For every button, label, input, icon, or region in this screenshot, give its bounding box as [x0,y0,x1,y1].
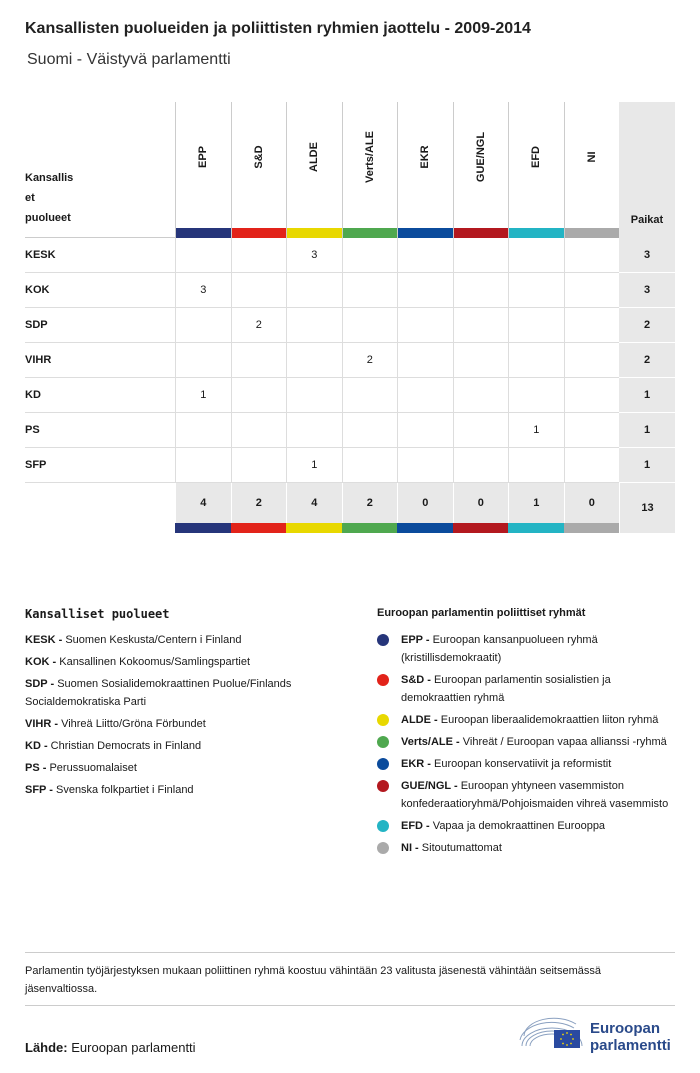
national-party-legend [25,607,345,803]
group-color-bar [453,523,509,533]
group-color-bar [454,228,509,238]
group-color-dot-icon [377,758,389,770]
table-row [25,413,675,448]
group-code: GUE/NGL [474,131,487,183]
logo-line: parlamentti [590,1037,671,1054]
total-seats: 13 [619,483,675,533]
seat-cell [564,238,620,273]
seat-cell: 2 [231,308,287,343]
seat-cell [397,238,453,273]
seat-cell [564,448,620,483]
group-color-bar [508,523,564,533]
party-code: PS [25,424,40,436]
party-name: Suomen Sosialidemokraattinen Puolue/Finlands Socialdemokratiska Parti [25,678,292,708]
seat-cell [397,343,453,378]
group-color-dot-icon [377,674,389,686]
seat-cell [508,238,564,273]
group-code: EKR - [401,758,431,770]
row-header-line: Kansallis [25,172,74,184]
group-total-cell: 2 [342,483,398,523]
seat-cell [175,448,231,483]
seat-cell [342,273,398,308]
footnote: Parlamentin työjärjestyksen mukaan poliittinen ryhmä koostuu vähintään 23 valitusta jäsenestä vähintään seitsemässä jäsenvaltiossa. [25,965,601,995]
seat-cell [508,343,564,378]
seat-cell [508,448,564,483]
group-legend-item [377,777,677,813]
group-total-cell: 4 [286,483,342,523]
national-legend-item [25,675,345,711]
group-code: NI [585,151,598,163]
table-row [25,238,675,273]
party-seat-total: 3 [619,273,675,308]
row-header-line: et [25,192,35,204]
source-label: Lähde: [25,1040,68,1055]
seat-cell [564,378,620,413]
party-name: Perussuomalaiset [49,762,137,774]
seat-cell [231,448,287,483]
seat-cell [453,413,509,448]
national-legend-item [25,737,345,755]
logo-line: Euroopan [590,1020,660,1037]
divider [25,952,675,953]
seat-cell [564,343,620,378]
group-color-bar [343,228,398,238]
seat-cell [286,413,342,448]
group-color-bar [232,228,287,238]
group-legend-item [377,631,677,667]
seat-cell [508,308,564,343]
party-seat-total: 2 [619,308,675,343]
party-name: Suomen Keskusta/Centern i Finland [65,634,242,646]
seat-cell: 2 [342,343,398,378]
seat-cell [397,413,453,448]
seat-cell [453,448,509,483]
party-code: KESK [25,249,56,261]
group-name: Euroopan liberaalidemokraattien liiton ryhmä [440,714,659,726]
group-name: Euroopan konservatiivit ja reformistit [434,758,612,770]
seat-cell [564,273,620,308]
table-row [25,343,675,378]
seats-column-header [619,102,675,238]
party-seat-total: 1 [619,448,675,483]
seat-cell [453,343,509,378]
group-color-bar [176,228,231,238]
party-code: KD - [25,740,48,752]
group-name: Euroopan kansanpuolueen ryhmä (kristillisdemokraatit) [401,634,598,664]
group-color-dot-icon [377,780,389,792]
seat-cell [231,378,287,413]
group-color-dot-icon [377,634,389,646]
group-column-header [342,102,398,238]
seat-cell [231,413,287,448]
group-legend-item [377,733,677,751]
seat-cell [231,273,287,308]
seat-cell [231,238,287,273]
seat-cell [231,343,287,378]
row-header-label [25,168,85,228]
group-code: EPP - [401,634,430,646]
group-legend-item [377,839,677,857]
seat-cell [508,273,564,308]
seats-header-label: Paikat [630,214,664,226]
national-legend-heading: Kansalliset puolueet [25,607,170,621]
party-code: VIHR - [25,718,58,730]
row-header-line: puolueet [25,212,71,224]
group-legend-item [377,817,677,835]
seat-cell [508,378,564,413]
group-color-bar [565,228,620,238]
group-legend-item [377,755,677,773]
seat-cell: 1 [286,448,342,483]
party-code: SDP [25,319,48,331]
group-column-header [397,102,453,238]
seat-cell [286,308,342,343]
party-code: SFP - [25,784,53,796]
group-code: EFD - [401,820,430,832]
group-color-bar [509,228,564,238]
table-row [25,448,675,483]
group-color-dot-icon [377,736,389,748]
seat-cell [397,273,453,308]
group-color-bar [397,523,453,533]
group-code: EPP [197,146,210,169]
group-legend [377,607,677,861]
group-column-header [286,102,342,238]
source-value: Euroopan parlamentti [71,1040,196,1055]
group-column-header [231,102,287,238]
seat-cell: 1 [508,413,564,448]
party-name: Christian Democrats in Finland [50,740,202,752]
party-code: PS - [25,762,47,774]
party-code: KD [25,389,41,401]
group-code: EFD [530,146,543,168]
national-legend-item [25,759,345,777]
group-color-dot-icon [377,842,389,854]
national-legend-item [25,653,345,671]
group-color-bar [175,523,231,533]
group-code: ALDE [308,142,321,172]
national-legend-item [25,781,345,799]
group-legend-heading: Euroopan parlamentin poliittiset ryhmät [377,607,586,619]
seat-cell [286,378,342,413]
seat-cell [342,378,398,413]
party-seat-total: 3 [619,238,675,273]
page-title: Kansallisten puolueiden ja poliittisten ryhmien jaottelu - 2009-2014 [25,20,531,37]
seat-cell [397,378,453,413]
seat-cell [453,273,509,308]
party-code: KOK [25,284,50,296]
group-name: Sitoutumattomat [421,842,502,854]
group-total-cell: 0 [453,483,509,523]
group-column-header [175,102,231,238]
group-total-cell: 0 [564,483,620,523]
table-row [25,273,675,308]
seat-cell [342,238,398,273]
seat-cell [564,308,620,343]
seat-cell [175,413,231,448]
group-total-cell: 2 [231,483,287,523]
group-name: Euroopan yhtyneen vasemmiston konfederaatioryhmä/Pohjoismaiden vihreä vasemmisto [401,780,669,810]
seat-cell [342,308,398,343]
table-row [25,378,675,413]
group-column-header [453,102,509,238]
seat-cell: 3 [175,273,231,308]
group-name: Euroopan parlamentin sosialistien ja demokraattien ryhmä [401,674,611,704]
seat-cell: 1 [175,378,231,413]
party-code: KOK - [25,656,57,668]
group-code: EKR [419,145,432,169]
group-color-dot-icon [377,820,389,832]
source-line [25,1040,196,1055]
divider [25,1005,675,1006]
group-column-header [508,102,564,238]
seat-cell [397,308,453,343]
seat-cell [342,413,398,448]
distribution-table [25,102,675,533]
seat-cell [286,273,342,308]
seat-cell [175,343,231,378]
group-color-dot-icon [377,714,389,726]
group-code: S&D - [401,674,431,686]
seat-cell [175,238,231,273]
group-color-bar [342,523,398,533]
group-color-bar [231,523,287,533]
party-code: VIHR [25,354,52,366]
seat-cell [453,238,509,273]
seat-cell [342,448,398,483]
group-color-bar [564,523,620,533]
party-code: SFP [25,459,47,471]
group-color-bar [286,523,342,533]
party-code: KESK - [25,634,63,646]
seat-cell [564,413,620,448]
party-seat-total: 2 [619,343,675,378]
group-total-cell: 4 [175,483,231,523]
group-name: Vapaa ja demokraattinen Eurooppa [432,820,606,832]
parliament-hemicycle-icon [518,1014,584,1054]
group-total-cell: 1 [508,483,564,523]
seat-cell: 3 [286,238,342,273]
national-legend-item [25,715,345,733]
group-legend-item [377,711,677,729]
table-header [25,102,675,238]
seat-cell [453,378,509,413]
group-name: Vihreät / Euroopan vapaa allianssi -ryhmä [462,736,667,748]
seat-cell [175,308,231,343]
group-legend-item [377,671,677,707]
group-color-bar [398,228,453,238]
seat-cell [453,308,509,343]
party-name: Kansallinen Kokoomus/Samlingspartiet [59,656,251,668]
seat-cell [397,448,453,483]
group-column-header [564,102,620,238]
group-total-cell: 0 [397,483,453,523]
national-legend-item [25,631,345,649]
seat-cell [286,343,342,378]
totals-row [25,483,675,533]
party-code: SDP - [25,678,55,690]
page-subtitle: Suomi - Väistyvä parlamentti [27,51,231,68]
table-row [25,308,675,343]
logo-text [590,1020,671,1054]
group-code: Verts/ALE [363,131,376,183]
european-parliament-logo [518,1014,678,1054]
group-code: GUE/NGL - [401,780,458,792]
party-seat-total: 1 [619,378,675,413]
party-name: Vihreä Liitto/Gröna Förbundet [61,718,206,730]
group-color-bar [287,228,342,238]
group-code: ALDE - [401,714,438,726]
group-code: NI - [401,842,419,854]
group-code: S&D [252,145,265,169]
party-seat-total: 1 [619,413,675,448]
party-name: Svenska folkpartiet i Finland [55,784,194,796]
group-code: Verts/ALE - [401,736,460,748]
